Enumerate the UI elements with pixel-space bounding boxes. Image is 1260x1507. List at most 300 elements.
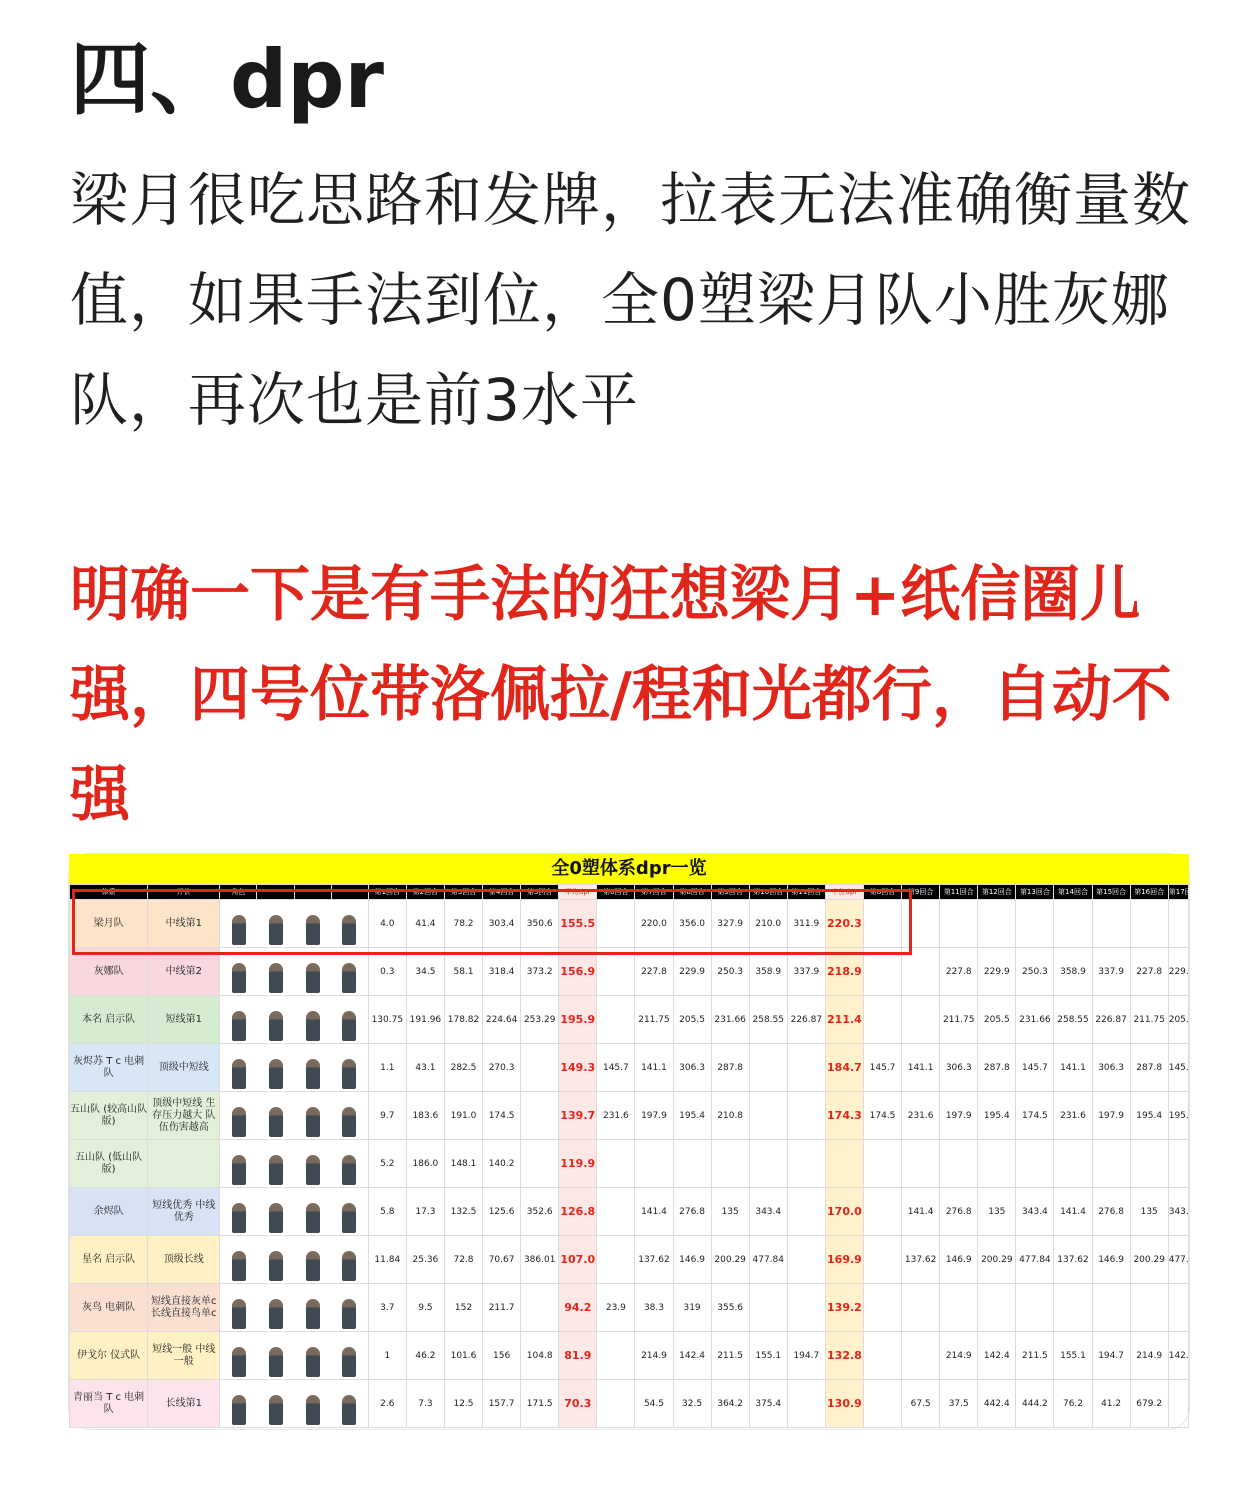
- table-cell: 0.3: [368, 948, 406, 996]
- table-cell: 78.2: [444, 900, 482, 948]
- avg-dpr-cell: 156.9: [559, 948, 597, 996]
- table-cell: [521, 1044, 559, 1092]
- table-cell: 319: [673, 1284, 711, 1332]
- character-figure-icon: [269, 1395, 283, 1425]
- table-cell: 477.: [1168, 1236, 1188, 1284]
- avg-dpr-cell: 94.2: [559, 1284, 597, 1332]
- median-dpr-cell: 170.0: [825, 1188, 863, 1236]
- column-header: 第16回合: [1130, 885, 1168, 900]
- table-cell: 135: [1130, 1188, 1168, 1236]
- table-cell: [521, 1092, 559, 1140]
- table-cell: 197.9: [940, 1092, 978, 1140]
- table-cell: [863, 1332, 901, 1380]
- table-cell: [902, 1284, 940, 1332]
- table-cell: 186.0: [406, 1140, 444, 1188]
- character-figure-icon: [232, 1395, 246, 1425]
- table-cell: [787, 1140, 825, 1188]
- table-cell: 1: [368, 1332, 406, 1380]
- column-header: 第9回合: [902, 885, 940, 900]
- table-row: [70, 1140, 1189, 1188]
- table-cell: [597, 1380, 635, 1428]
- column-header: 第15回合: [1092, 885, 1130, 900]
- table-cell: 258.55: [1054, 996, 1092, 1044]
- table-cell: 183.6: [406, 1092, 444, 1140]
- column-header: 第12回合: [978, 885, 1016, 900]
- table-cell: [1054, 1284, 1092, 1332]
- table-cell: [863, 1188, 901, 1236]
- table-cell: 194.7: [787, 1332, 825, 1380]
- table-cell: 137.62: [635, 1236, 673, 1284]
- table-cell: 311.9: [787, 900, 825, 948]
- table-cell: 211.75: [635, 996, 673, 1044]
- avg-dpr-cell: 81.9: [559, 1332, 597, 1380]
- character-figure-icon: [269, 1059, 283, 1089]
- table-cell: 679.2: [1130, 1380, 1168, 1428]
- table-cell: [940, 1140, 978, 1188]
- character-figure-icon: [306, 963, 320, 993]
- table-cell: 287.8: [978, 1044, 1016, 1092]
- character-figure-icon: [232, 963, 246, 993]
- table-cell: 375.4: [749, 1380, 787, 1428]
- avg-dpr-cell: 119.9: [559, 1140, 597, 1188]
- table-cell: 145.7: [597, 1044, 635, 1092]
- team-name: 伊戈尔 仪式队: [70, 1332, 148, 1380]
- table-cell: 38.3: [635, 1284, 673, 1332]
- team-rating: 中线第1: [148, 900, 220, 948]
- team-name: 星名 启示队: [70, 1236, 148, 1284]
- table-cell: 191.0: [444, 1092, 482, 1140]
- table-cell: 155.1: [1054, 1332, 1092, 1380]
- table-cell: 229.: [1168, 948, 1188, 996]
- table-cell: 25.36: [406, 1236, 444, 1284]
- table-cell: 195.4: [1130, 1092, 1168, 1140]
- table-cell: 142.4: [673, 1332, 711, 1380]
- avg-dpr-cell: 155.5: [559, 900, 597, 948]
- column-header: 角色: [220, 885, 257, 900]
- table-cell: 132.5: [444, 1188, 482, 1236]
- table-cell: 231.6: [1054, 1092, 1092, 1140]
- column-header: 第6回合: [597, 885, 635, 900]
- table-cell: 67.5: [902, 1380, 940, 1428]
- table-cell: 142.: [1168, 1332, 1188, 1380]
- table-cell: 337.9: [787, 948, 825, 996]
- sheet-title: [69, 854, 1189, 884]
- table-row: [70, 1044, 1189, 1092]
- table-cell: [1016, 900, 1054, 948]
- table-cell: 37.5: [940, 1380, 978, 1428]
- table-row: [70, 1284, 1189, 1332]
- character-portraits: [220, 996, 368, 1044]
- column-header: 第10回合: [749, 885, 787, 900]
- character-figure-icon: [269, 1347, 283, 1377]
- table-cell: 214.9: [940, 1332, 978, 1380]
- table-cell: 41.2: [1092, 1380, 1130, 1428]
- table-cell: [749, 1140, 787, 1188]
- avg-dpr-cell: 149.3: [559, 1044, 597, 1092]
- table-row: [70, 1380, 1189, 1428]
- table-cell: 76.2: [1054, 1380, 1092, 1428]
- team-name: 梁月队: [70, 900, 148, 948]
- character-portraits: [220, 1140, 368, 1188]
- table-cell: 197.9: [635, 1092, 673, 1140]
- table-cell: 343.4: [1016, 1188, 1054, 1236]
- table-cell: [597, 1188, 635, 1236]
- character-figure-icon: [232, 1251, 246, 1281]
- table-cell: [1054, 1140, 1092, 1188]
- table-cell: [1130, 1284, 1168, 1332]
- table-cell: 195.4: [978, 1092, 1016, 1140]
- team-rating: 顶级中短线 生存压力越大 队伍伤害越高: [148, 1092, 220, 1140]
- column-header: 第8回合: [673, 885, 711, 900]
- median-dpr-cell: 211.4: [825, 996, 863, 1044]
- table-cell: 11.84: [368, 1236, 406, 1284]
- team-name: 本名 启示队: [70, 996, 148, 1044]
- avg-dpr-cell: 107.0: [559, 1236, 597, 1284]
- table-cell: 9.5: [406, 1284, 444, 1332]
- median-dpr-cell: 130.9: [825, 1380, 863, 1428]
- table-cell: 214.9: [635, 1332, 673, 1380]
- table-cell: 58.1: [444, 948, 482, 996]
- avg-dpr-cell: 70.3: [559, 1380, 597, 1428]
- table-cell: [597, 1140, 635, 1188]
- team-rating: [148, 1140, 220, 1188]
- table-cell: 4.0: [368, 900, 406, 948]
- column-header: 第13回合: [1016, 885, 1054, 900]
- table-cell: [787, 1092, 825, 1140]
- table-cell: 442.4: [978, 1380, 1016, 1428]
- table-cell: 214.9: [1130, 1332, 1168, 1380]
- table-cell: 205.: [1168, 996, 1188, 1044]
- table-cell: [1168, 1284, 1188, 1332]
- table-cell: [902, 1332, 940, 1380]
- table-cell: [940, 900, 978, 948]
- table-cell: 200.29: [978, 1236, 1016, 1284]
- column-header: 第7回合: [635, 885, 673, 900]
- column-header: 中位dpr: [825, 885, 863, 900]
- table-cell: [1016, 1284, 1054, 1332]
- table-cell: 145.7: [1016, 1044, 1054, 1092]
- table-cell: 135: [711, 1188, 749, 1236]
- character-figure-icon: [342, 1059, 356, 1089]
- table-cell: 141.4: [1054, 1188, 1092, 1236]
- median-dpr-cell: 184.7: [825, 1044, 863, 1092]
- table-cell: 194.7: [1092, 1332, 1130, 1380]
- table-cell: 146.9: [1092, 1236, 1130, 1284]
- median-dpr-cell: 139.2: [825, 1284, 863, 1332]
- table-cell: [863, 1236, 901, 1284]
- team-name: 五山队 (较高山队版): [70, 1092, 148, 1140]
- table-cell: 195.: [1168, 1092, 1188, 1140]
- character-figure-icon: [342, 1203, 356, 1233]
- team-rating: 短线直接灰单c 长线直接鸟单c: [148, 1284, 220, 1332]
- column-header: 第11回合: [940, 885, 978, 900]
- character-figure-icon: [232, 1059, 246, 1089]
- table-cell: 231.6: [902, 1092, 940, 1140]
- team-name: 灰烬苏 T c 电刺队: [70, 1044, 148, 1092]
- table-cell: [673, 1140, 711, 1188]
- team-rating: 长线第1: [148, 1380, 220, 1428]
- character-portraits: [220, 1380, 368, 1428]
- table-cell: 145.: [1168, 1044, 1188, 1092]
- character-figure-icon: [269, 1251, 283, 1281]
- column-header: 第9回合: [711, 885, 749, 900]
- table-cell: [787, 1236, 825, 1284]
- table-cell: [1130, 900, 1168, 948]
- table-cell: [1054, 900, 1092, 948]
- table-cell: 54.5: [635, 1380, 673, 1428]
- table-cell: 156: [483, 1332, 521, 1380]
- table-cell: [635, 1140, 673, 1188]
- column-header: 第4回合: [483, 885, 521, 900]
- team-name: 五山队 (低山队版): [70, 1140, 148, 1188]
- column-header: 第2回合: [406, 885, 444, 900]
- table-cell: [711, 1140, 749, 1188]
- table-cell: [978, 900, 1016, 948]
- table-cell: [787, 1044, 825, 1092]
- table-cell: [1168, 1140, 1188, 1188]
- table-cell: 197.9: [1092, 1092, 1130, 1140]
- table-cell: 23.9: [597, 1284, 635, 1332]
- table-cell: [787, 1188, 825, 1236]
- table-cell: 191.96: [406, 996, 444, 1044]
- table-cell: 174.5: [863, 1092, 901, 1140]
- column-header: 第5回合: [521, 885, 559, 900]
- column-header: 第17回合: [1168, 885, 1188, 900]
- table-cell: [902, 1140, 940, 1188]
- table-cell: 17.3: [406, 1188, 444, 1236]
- character-figure-icon: [342, 1299, 356, 1329]
- table-cell: [1016, 1140, 1054, 1188]
- median-dpr-cell: 218.9: [825, 948, 863, 996]
- table-cell: 34.5: [406, 948, 444, 996]
- table-cell: 352.6: [521, 1188, 559, 1236]
- table-cell: 358.9: [1054, 948, 1092, 996]
- table-cell: 43.1: [406, 1044, 444, 1092]
- character-figure-icon: [306, 1059, 320, 1089]
- character-figure-icon: [232, 1347, 246, 1377]
- character-figure-icon: [269, 1107, 283, 1137]
- table-cell: 231.66: [711, 996, 749, 1044]
- median-dpr-cell: 169.9: [825, 1236, 863, 1284]
- character-portraits: [220, 1284, 368, 1332]
- avg-dpr-cell: 126.8: [559, 1188, 597, 1236]
- column-header: 评价: [148, 885, 220, 900]
- column-header: 第3回合: [444, 885, 482, 900]
- table-cell: 211.75: [1130, 996, 1168, 1044]
- table-cell: 5.2: [368, 1140, 406, 1188]
- character-figure-icon: [342, 1347, 356, 1377]
- table-cell: 250.3: [711, 948, 749, 996]
- table-cell: 171.5: [521, 1380, 559, 1428]
- table-cell: 229.9: [673, 948, 711, 996]
- table-cell: [597, 1236, 635, 1284]
- character-figure-icon: [342, 1107, 356, 1137]
- table-cell: [1130, 1140, 1168, 1188]
- table-cell: [1092, 1140, 1130, 1188]
- table-cell: [1168, 900, 1188, 948]
- table-cell: [863, 1380, 901, 1428]
- table-cell: 200.29: [1130, 1236, 1168, 1284]
- table-cell: [863, 996, 901, 1044]
- table-cell: 306.3: [673, 1044, 711, 1092]
- table-cell: 477.84: [749, 1236, 787, 1284]
- table-cell: 224.64: [483, 996, 521, 1044]
- table-cell: 205.5: [978, 996, 1016, 1044]
- table-cell: 146.9: [940, 1236, 978, 1284]
- table-cell: 155.1: [749, 1332, 787, 1380]
- character-figure-icon: [232, 1203, 246, 1233]
- character-figure-icon: [306, 1299, 320, 1329]
- median-dpr-cell: 220.3: [825, 900, 863, 948]
- table-cell: 211.7: [483, 1284, 521, 1332]
- character-figure-icon: [232, 1155, 246, 1185]
- character-figure-icon: [306, 1395, 320, 1425]
- table-cell: [1092, 900, 1130, 948]
- table-cell: 104.8: [521, 1332, 559, 1380]
- table-cell: 210.0: [749, 900, 787, 948]
- table-cell: [978, 1284, 1016, 1332]
- table-cell: 303.4: [483, 900, 521, 948]
- character-figure-icon: [306, 1155, 320, 1185]
- character-figure-icon: [269, 1155, 283, 1185]
- table-cell: 327.9: [711, 900, 749, 948]
- table-cell: 343.4: [749, 1188, 787, 1236]
- table-cell: 227.8: [940, 948, 978, 996]
- column-header: 第11回合: [787, 885, 825, 900]
- avg-dpr-cell: 139.7: [559, 1092, 597, 1140]
- team-name: 余烬队: [70, 1188, 148, 1236]
- table-cell: 226.87: [1092, 996, 1130, 1044]
- table-cell: [749, 1284, 787, 1332]
- table-cell: 157.7: [483, 1380, 521, 1428]
- table-cell: [1092, 1284, 1130, 1332]
- table-cell: 276.8: [940, 1188, 978, 1236]
- team-name: 青丽当 T c 电刺队: [70, 1380, 148, 1428]
- table-body: [70, 900, 1189, 1428]
- table-cell: 5.8: [368, 1188, 406, 1236]
- character-figure-icon: [342, 963, 356, 993]
- table-cell: 145.7: [863, 1044, 901, 1092]
- team-rating: 短线第1: [148, 996, 220, 1044]
- table-cell: 135: [978, 1188, 1016, 1236]
- table-cell: 211.75: [940, 996, 978, 1044]
- table-cell: 343.: [1168, 1188, 1188, 1236]
- table-cell: [597, 996, 635, 1044]
- character-figure-icon: [342, 1155, 356, 1185]
- median-dpr-cell: 132.8: [825, 1332, 863, 1380]
- table-cell: 250.3: [1016, 948, 1054, 996]
- character-portraits: [220, 1188, 368, 1236]
- table-cell: 141.1: [902, 1044, 940, 1092]
- table-cell: 231.6: [597, 1092, 635, 1140]
- table-cell: 195.4: [673, 1092, 711, 1140]
- table-cell: 373.2: [521, 948, 559, 996]
- table-cell: [749, 1092, 787, 1140]
- table-cell: 386.01: [521, 1236, 559, 1284]
- team-rating: 顶级中短线: [148, 1044, 220, 1092]
- table-cell: 477.84: [1016, 1236, 1054, 1284]
- table-cell: 146.9: [673, 1236, 711, 1284]
- character-figure-icon: [269, 963, 283, 993]
- table-cell: 226.87: [787, 996, 825, 1044]
- team-name: 灰娜队: [70, 948, 148, 996]
- character-figure-icon: [306, 1203, 320, 1233]
- median-dpr-cell: 174.3: [825, 1092, 863, 1140]
- table-cell: 101.6: [444, 1332, 482, 1380]
- table-cell: 12.5: [444, 1380, 482, 1428]
- table-cell: [1168, 1380, 1188, 1428]
- character-figure-icon: [269, 1203, 283, 1233]
- table-cell: [597, 1332, 635, 1380]
- table-cell: [749, 1044, 787, 1092]
- team-rating: 短线优秀 中线优秀: [148, 1188, 220, 1236]
- table-cell: [940, 1284, 978, 1332]
- table-cell: 125.6: [483, 1188, 521, 1236]
- table-cell: 32.5: [673, 1380, 711, 1428]
- section-heading: 四、dpr: [70, 33, 384, 126]
- table-cell: [902, 996, 940, 1044]
- table-cell: 306.3: [940, 1044, 978, 1092]
- avg-dpr-cell: 195.9: [559, 996, 597, 1044]
- table-cell: 137.62: [1054, 1236, 1092, 1284]
- table-cell: [863, 1284, 901, 1332]
- character-portraits: [220, 1332, 368, 1380]
- table-row: [70, 1188, 1189, 1236]
- table-cell: 142.4: [978, 1332, 1016, 1380]
- table-cell: [863, 1140, 901, 1188]
- median-dpr-cell: [825, 1140, 863, 1188]
- table-cell: 231.66: [1016, 996, 1054, 1044]
- character-figure-icon: [306, 1347, 320, 1377]
- table-cell: 140.2: [483, 1140, 521, 1188]
- table-cell: 364.2: [711, 1380, 749, 1428]
- table-cell: 174.5: [1016, 1092, 1054, 1140]
- sheet-title-text: 全0塑体系dpr一览: [551, 858, 707, 879]
- table-cell: 350.6: [521, 900, 559, 948]
- table-cell: 72.8: [444, 1236, 482, 1284]
- table-cell: 287.8: [1130, 1044, 1168, 1092]
- column-header: 第1回合: [368, 885, 406, 900]
- character-figure-icon: [342, 1395, 356, 1425]
- table-cell: 174.5: [483, 1092, 521, 1140]
- table-cell: 46.2: [406, 1332, 444, 1380]
- table-cell: 148.1: [444, 1140, 482, 1188]
- table-cell: 141.1: [1054, 1044, 1092, 1092]
- table-cell: 210.8: [711, 1092, 749, 1140]
- table-cell: 276.8: [1092, 1188, 1130, 1236]
- table-cell: 141.1: [635, 1044, 673, 1092]
- table-cell: 211.5: [711, 1332, 749, 1380]
- table-cell: 337.9: [1092, 948, 1130, 996]
- table-cell: 258.55: [749, 996, 787, 1044]
- table-row: [70, 1332, 1189, 1380]
- table-cell: 355.6: [711, 1284, 749, 1332]
- table-cell: 318.4: [483, 948, 521, 996]
- table-cell: 152: [444, 1284, 482, 1332]
- table-cell: 306.3: [1092, 1044, 1130, 1092]
- table-cell: 358.9: [749, 948, 787, 996]
- team-name: 灰鸟 电刺队: [70, 1284, 148, 1332]
- table-cell: 282.5: [444, 1044, 482, 1092]
- table-row: [70, 1236, 1189, 1284]
- table-cell: 276.8: [673, 1188, 711, 1236]
- dpr-table: [69, 884, 1199, 1428]
- table-cell: 3.7: [368, 1284, 406, 1332]
- character-figure-icon: [306, 1251, 320, 1281]
- character-figure-icon: [342, 1011, 356, 1041]
- table-cell: 41.4: [406, 900, 444, 948]
- table-row: [70, 996, 1189, 1044]
